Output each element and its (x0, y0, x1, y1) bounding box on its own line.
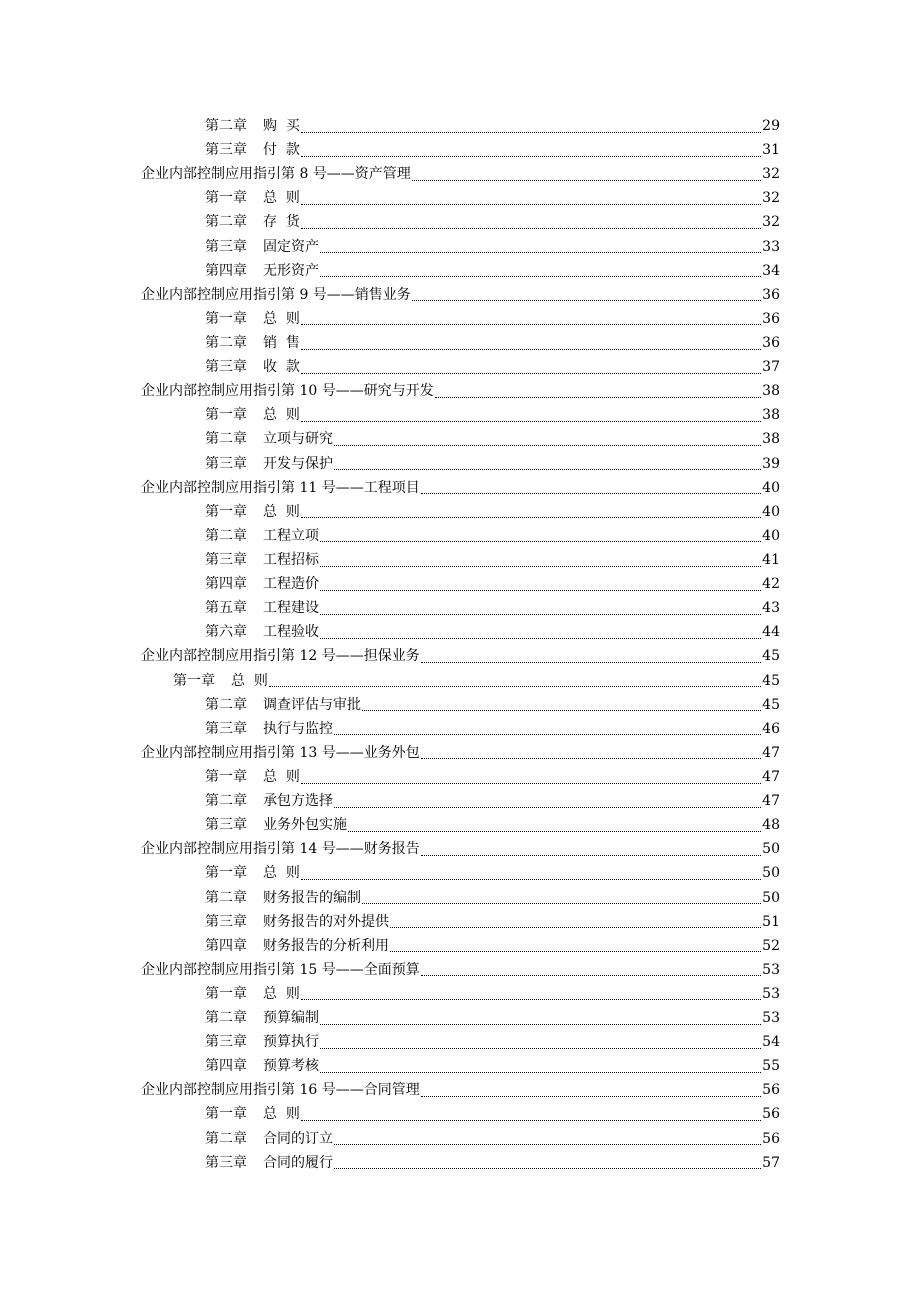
toc-chapter-entry[interactable] (205, 452, 780, 476)
toc-chapter-number: 第一章 (205, 310, 247, 327)
toc-entry-title: 总 则 (263, 503, 300, 520)
dot-leader (412, 180, 761, 181)
toc-page-number: 47 (762, 793, 780, 810)
dot-leader (320, 566, 761, 567)
toc-chapter-entry[interactable] (205, 548, 780, 572)
toc-page-number: 39 (762, 455, 780, 472)
dot-leader (320, 1048, 761, 1049)
dot-leader (320, 590, 761, 591)
toc-entry-label (205, 524, 319, 548)
toc-chapter-number: 第三章 (205, 238, 247, 255)
toc-entry-label (141, 476, 420, 500)
toc-entry-title: 工程招标 (263, 551, 319, 568)
toc-page-number: 52 (762, 937, 780, 954)
toc-entry-label (205, 307, 300, 331)
toc-page-number: 31 (762, 142, 780, 159)
toc-section-entry[interactable] (141, 958, 780, 982)
toc-entry-title: 企业内部控制应用指引第 8 号——资产管理 (141, 166, 411, 183)
toc-entry-title: 无形资产 (263, 262, 319, 279)
dot-leader (301, 783, 761, 784)
toc-entry-label (205, 114, 300, 138)
toc-entry-label (205, 259, 319, 283)
toc-entry-label (141, 283, 411, 307)
toc-entry-label (205, 620, 319, 644)
toc-page-number: 40 (762, 527, 780, 544)
toc-entry-title: 企业内部控制应用指引第 14 号——财务报告 (141, 841, 420, 858)
toc-chapter-entry[interactable] (205, 717, 780, 741)
dot-leader (301, 517, 761, 518)
toc-entry-label (141, 162, 411, 186)
dot-leader (334, 445, 761, 446)
dot-leader (301, 999, 761, 1000)
dot-leader (421, 493, 761, 494)
toc-chapter-entry[interactable] (205, 403, 780, 427)
toc-page-number: 56 (762, 1082, 780, 1099)
toc-chapter-entry[interactable] (205, 307, 780, 331)
toc-page-number: 50 (762, 841, 780, 858)
toc-entry-title: 执行与监控 (263, 720, 333, 737)
toc-chapter-entry[interactable] (205, 620, 780, 644)
dot-leader (301, 373, 761, 374)
toc-page-number: 29 (762, 118, 780, 134)
toc-chapter-entry[interactable] (205, 596, 780, 620)
toc-entry-title: 总 则 (263, 985, 300, 1002)
toc-chapter-entry[interactable] (205, 1030, 780, 1054)
toc-chapter-number: 第五章 (205, 600, 247, 617)
dot-leader (301, 132, 761, 133)
toc-chapter-entry[interactable] (205, 210, 780, 234)
dot-leader (362, 903, 761, 904)
dot-leader (301, 204, 761, 205)
toc-section-entry[interactable] (141, 476, 780, 500)
toc-page-number: 55 (762, 1058, 780, 1075)
dot-leader (320, 541, 761, 542)
dot-leader (320, 638, 761, 639)
toc-section-entry[interactable] (141, 379, 780, 403)
toc-chapter-entry[interactable] (205, 1006, 780, 1030)
toc-page-number: 38 (762, 431, 780, 448)
dot-leader (301, 156, 761, 157)
toc-entry-title: 总 则 (263, 768, 300, 785)
toc-page-number: 53 (762, 961, 780, 978)
dot-leader (320, 252, 761, 253)
dot-leader (334, 469, 761, 470)
dot-leader (269, 686, 761, 687)
toc-page-number: 53 (762, 985, 780, 1002)
toc-entry-label (141, 644, 420, 668)
dot-leader (320, 1024, 761, 1025)
toc-page-number: 47 (762, 744, 780, 761)
toc-entry-label (205, 596, 319, 620)
toc-entry-title: 企业内部控制应用指引第 15 号——全面预算 (141, 961, 420, 978)
dot-leader (390, 927, 761, 928)
toc-entry-label (205, 1102, 300, 1126)
toc-entry-title: 总 则 (231, 672, 268, 689)
toc-chapter-entry[interactable] (205, 1054, 780, 1078)
toc-chapter-entry[interactable] (205, 910, 780, 934)
toc-entry-label (205, 934, 389, 958)
toc-entry-label (205, 138, 300, 162)
toc-entry-title: 工程造价 (263, 576, 319, 593)
toc-entry-title: 企业内部控制应用指引第 9 号——销售业务 (141, 286, 411, 303)
toc-chapter-entry[interactable] (205, 982, 780, 1006)
toc-entry-title: 财务报告的分析利用 (263, 937, 389, 954)
toc-entry-title: 销 售 (263, 334, 300, 351)
toc-chapter-number: 第一章 (173, 672, 215, 689)
dot-leader (421, 975, 761, 976)
toc-entry-title: 财务报告的对外提供 (263, 913, 389, 930)
toc-page-number: 42 (762, 576, 780, 593)
dot-leader (435, 397, 761, 398)
toc-chapter-number: 第三章 (205, 359, 247, 376)
dot-leader (301, 879, 761, 880)
toc-chapter-entry[interactable] (205, 765, 780, 789)
toc-entry-title: 预算考核 (263, 1058, 319, 1075)
toc-section-entry[interactable] (141, 741, 780, 765)
dot-leader (301, 324, 761, 325)
toc-chapter-number: 第一章 (205, 1106, 247, 1123)
toc-chapter-entry[interactable] (173, 669, 780, 693)
toc-entry-label (205, 1127, 333, 1151)
toc-entry-title: 调查评估与审批 (263, 696, 361, 713)
toc-section-entry[interactable] (141, 162, 780, 186)
toc-page-number: 41 (762, 551, 780, 568)
toc-entry-title: 立项与研究 (263, 431, 333, 448)
dot-leader (320, 1072, 761, 1073)
toc-chapter-number: 第一章 (205, 768, 247, 785)
toc-chapter-number: 第四章 (205, 262, 247, 279)
toc-chapter-entry[interactable] (205, 331, 780, 355)
toc-entry-label (205, 765, 300, 789)
toc-entry-title: 总 则 (263, 190, 300, 207)
dot-leader (320, 276, 761, 277)
toc-entry-label (141, 958, 420, 982)
dot-leader (334, 1144, 761, 1145)
toc-entry-label (205, 355, 300, 379)
dot-leader (334, 1168, 761, 1169)
toc-entry-label (141, 741, 420, 765)
toc-chapter-number: 第一章 (205, 865, 247, 882)
toc-chapter-number: 第六章 (205, 624, 247, 641)
toc-chapter-entry[interactable] (205, 114, 780, 138)
toc-page-number: 44 (762, 624, 780, 641)
toc-entry-label (141, 1078, 420, 1102)
toc-chapter-number: 第三章 (205, 1154, 247, 1171)
toc-page-number: 32 (762, 166, 780, 183)
toc-entry-title: 工程立项 (263, 527, 319, 544)
toc-chapter-number: 第三章 (205, 551, 247, 568)
toc-entry-label (205, 1006, 319, 1030)
toc-chapter-entry[interactable] (205, 355, 780, 379)
toc-page-number: 36 (762, 334, 780, 351)
dot-leader (301, 421, 761, 422)
toc-chapter-entry[interactable] (205, 861, 780, 885)
toc-chapter-number: 第二章 (205, 118, 247, 134)
toc-entry-title: 业务外包实施 (263, 817, 347, 834)
dot-leader (412, 300, 761, 301)
toc-chapter-number: 第四章 (205, 937, 247, 954)
toc-page-number: 40 (762, 503, 780, 520)
toc-chapter-entry[interactable] (205, 1102, 780, 1126)
toc-entry-label (205, 1054, 319, 1078)
toc-page-number: 53 (762, 1010, 780, 1027)
toc-chapter-entry[interactable] (205, 524, 780, 548)
dot-leader (334, 734, 761, 735)
toc-chapter-entry[interactable] (205, 427, 780, 451)
toc-entry-label (205, 186, 300, 210)
toc-entry-label (205, 861, 300, 885)
toc-entry-title: 总 则 (263, 865, 300, 882)
toc-entry-label (205, 1151, 333, 1175)
toc-chapter-number: 第二章 (205, 334, 247, 351)
toc-page-number: 45 (762, 648, 780, 665)
toc-entry-label (205, 910, 389, 934)
toc-chapter-number: 第二章 (205, 696, 247, 713)
toc-entry-title: 企业内部控制应用指引第 11 号——工程项目 (141, 479, 420, 496)
toc-chapter-number: 第三章 (205, 913, 247, 930)
dot-leader (421, 1096, 761, 1097)
toc-page-number: 33 (762, 238, 780, 255)
toc-chapter-entry[interactable] (205, 259, 780, 283)
toc-chapter-number: 第一章 (205, 503, 247, 520)
toc-page-number: 32 (762, 214, 780, 231)
toc-chapter-number: 第二章 (205, 431, 247, 448)
toc-chapter-entry[interactable] (205, 1151, 780, 1175)
toc-entry-label (205, 789, 333, 813)
toc-chapter-number: 第二章 (205, 889, 247, 906)
toc-entry-title: 工程建设 (263, 600, 319, 617)
toc-entry-title: 固定资产 (263, 238, 319, 255)
toc-page-number: 43 (762, 600, 780, 617)
toc-entry-title: 总 则 (263, 407, 300, 424)
toc-entry-title: 开发与保护 (263, 455, 333, 472)
toc-entry-label (205, 982, 300, 1006)
toc-entry-title: 合同的履行 (263, 1154, 333, 1171)
toc-chapter-number: 第二章 (205, 793, 247, 810)
toc-chapter-entry[interactable] (205, 934, 780, 958)
toc-entry-title: 企业内部控制应用指引第 10 号——研究与开发 (141, 383, 434, 400)
toc-entry-label (205, 693, 361, 717)
dot-leader (301, 1120, 761, 1121)
toc-chapter-entry[interactable] (205, 138, 780, 162)
toc-section-entry[interactable] (141, 837, 780, 861)
toc-entry-title: 企业内部控制应用指引第 16 号——合同管理 (141, 1082, 420, 1099)
toc-entry-label (173, 669, 268, 693)
toc-entry-title: 合同的订立 (263, 1130, 333, 1147)
toc-entry-label (205, 210, 300, 234)
toc-chapter-entry[interactable] (205, 693, 780, 717)
toc-entry-label (205, 572, 319, 596)
toc-page-number: 45 (762, 696, 780, 713)
toc-page-number: 54 (762, 1034, 780, 1051)
toc-entry-label (205, 331, 300, 355)
toc-chapter-number: 第三章 (205, 142, 247, 159)
dot-leader (301, 228, 761, 229)
toc-entry-title: 总 则 (263, 1106, 300, 1123)
toc-entry-label (141, 379, 434, 403)
toc-chapter-number: 第三章 (205, 817, 247, 834)
toc-page-number: 38 (762, 383, 780, 400)
toc-entry-label (205, 717, 333, 741)
toc-entry-label (205, 427, 333, 451)
dot-leader (301, 349, 761, 350)
toc-page-number: 56 (762, 1106, 780, 1123)
toc-entry-label (205, 452, 333, 476)
toc-chapter-number: 第三章 (205, 1034, 247, 1051)
toc-page-number: 47 (762, 768, 780, 785)
table-of-contents (0, 114, 920, 1175)
toc-page-number: 48 (762, 817, 780, 834)
toc-page-number: 37 (762, 359, 780, 376)
toc-page-number: 57 (762, 1154, 780, 1171)
toc-chapter-number: 第三章 (205, 720, 247, 737)
dot-leader (362, 710, 761, 711)
toc-chapter-entry[interactable] (205, 789, 780, 813)
toc-page-number: 50 (762, 865, 780, 882)
toc-page-number: 51 (762, 913, 780, 930)
dot-leader (348, 831, 761, 832)
toc-page-number: 56 (762, 1130, 780, 1147)
toc-entry-title: 收 款 (263, 359, 300, 376)
toc-page-number: 34 (762, 262, 780, 279)
toc-chapter-entry[interactable] (205, 886, 780, 910)
toc-chapter-entry[interactable] (205, 813, 780, 837)
dot-leader (334, 807, 761, 808)
dot-leader (421, 855, 761, 856)
toc-chapter-number: 第四章 (205, 576, 247, 593)
toc-page-number: 32 (762, 190, 780, 207)
toc-entry-title: 企业内部控制应用指引第 12 号——担保业务 (141, 648, 420, 665)
toc-entry-title: 购 买 (263, 118, 300, 134)
toc-page-number: 46 (762, 720, 780, 737)
toc-entry-title: 工程验收 (263, 624, 319, 641)
toc-entry-title: 承包方选择 (263, 793, 333, 810)
toc-entry-label (141, 837, 420, 861)
toc-entry-title: 总 则 (263, 310, 300, 327)
toc-page-number: 45 (762, 672, 780, 689)
toc-entry-title: 预算编制 (263, 1010, 319, 1027)
toc-chapter-number: 第二章 (205, 527, 247, 544)
toc-chapter-number: 第一章 (205, 190, 247, 207)
toc-entry-label (205, 1030, 319, 1054)
toc-chapter-number: 第一章 (205, 985, 247, 1002)
toc-entry-label (205, 813, 347, 837)
toc-entry-label (205, 235, 319, 259)
toc-entry-label (205, 403, 300, 427)
toc-section-entry[interactable] (141, 1078, 780, 1102)
toc-entry-label (205, 500, 300, 524)
toc-chapter-number: 第二章 (205, 1010, 247, 1027)
toc-page-number: 50 (762, 889, 780, 906)
toc-entry-title: 企业内部控制应用指引第 13 号——业务外包 (141, 744, 420, 761)
dot-leader (421, 662, 761, 663)
toc-entry-title: 存 货 (263, 214, 300, 231)
toc-entry-title: 付 款 (263, 142, 300, 159)
toc-entry-label (205, 548, 319, 572)
toc-chapter-entry[interactable] (205, 186, 780, 210)
dot-leader (421, 758, 761, 759)
toc-page-number: 36 (762, 286, 780, 303)
dot-leader (320, 614, 761, 615)
toc-chapter-number: 第三章 (205, 455, 247, 472)
toc-chapter-number: 第二章 (205, 214, 247, 231)
toc-page-number: 36 (762, 310, 780, 327)
toc-chapter-entry[interactable] (205, 500, 780, 524)
toc-entry-title: 预算执行 (263, 1034, 319, 1051)
dot-leader (390, 951, 761, 952)
toc-chapter-entry[interactable] (205, 235, 780, 259)
toc-page-number: 38 (762, 407, 780, 424)
toc-chapter-number: 第四章 (205, 1058, 247, 1075)
toc-section-entry[interactable] (141, 283, 780, 307)
toc-entry-label (205, 886, 361, 910)
toc-chapter-number: 第一章 (205, 407, 247, 424)
toc-entry-title: 财务报告的编制 (263, 889, 361, 906)
toc-page-number: 40 (762, 479, 780, 496)
toc-chapter-number: 第二章 (205, 1130, 247, 1147)
toc-chapter-entry[interactable] (205, 1127, 780, 1151)
toc-chapter-entry[interactable] (205, 572, 780, 596)
toc-section-entry[interactable] (141, 644, 780, 668)
